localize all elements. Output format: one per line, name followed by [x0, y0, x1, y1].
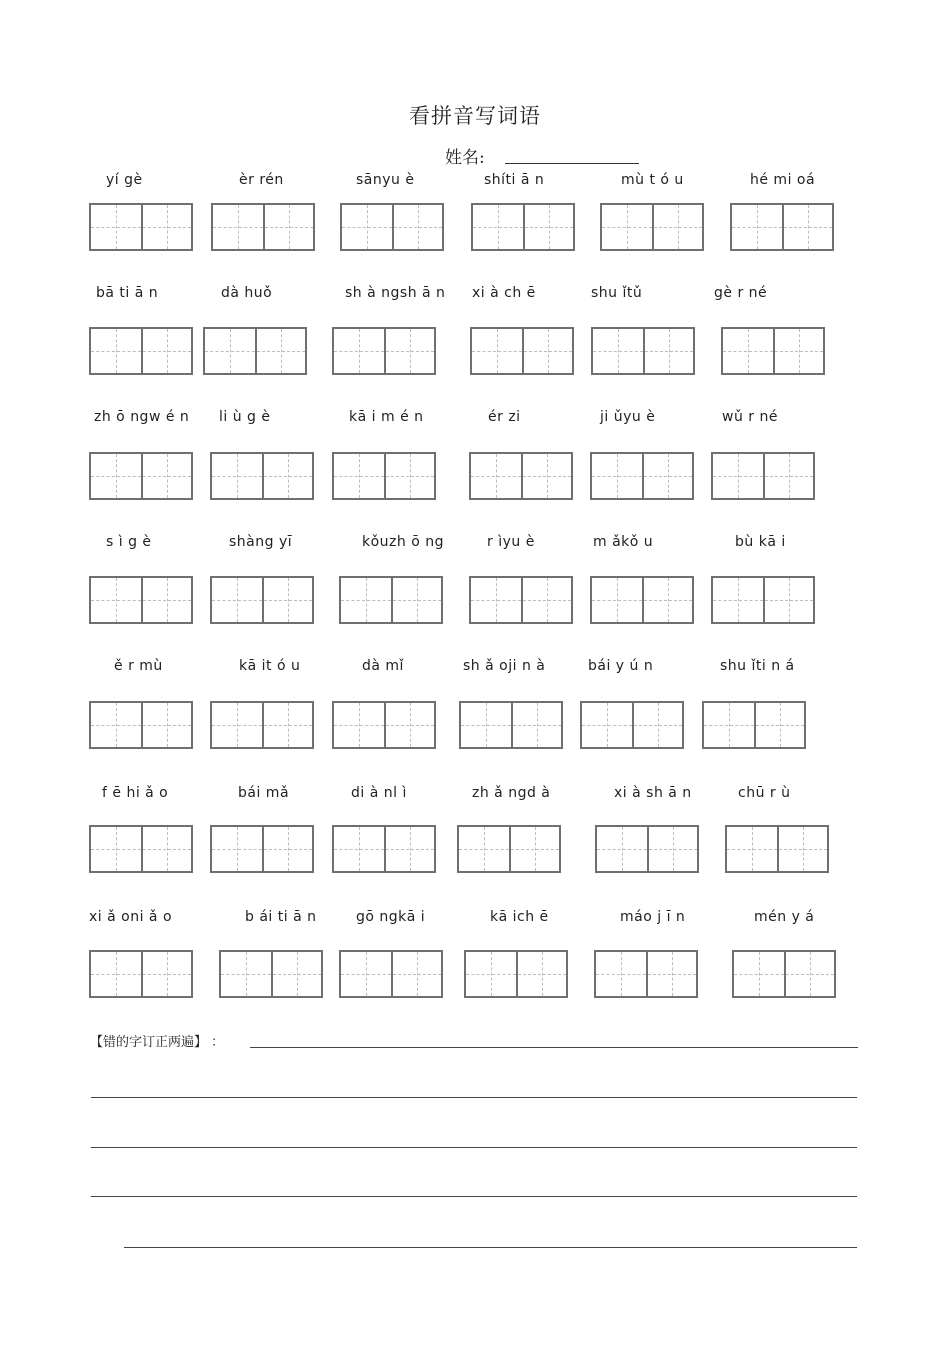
tian-zi-cell[interactable]	[262, 454, 312, 498]
tian-zi-cell[interactable]	[212, 703, 262, 747]
tian-zi-cell[interactable]	[471, 454, 521, 498]
tian-zi-cell[interactable]	[334, 703, 384, 747]
pinyin-prompt: máo j ī n	[620, 909, 686, 925]
pinyin-prompt: zh ǎ ngd à	[472, 785, 551, 801]
writing-box[interactable]	[89, 825, 193, 873]
writing-box[interactable]	[332, 452, 436, 500]
tian-zi-cell[interactable]	[141, 454, 191, 498]
writing-box[interactable]	[339, 576, 443, 624]
pinyin-prompt: ér zi	[488, 409, 521, 425]
pinyin-prompt: yí gè	[106, 172, 143, 188]
tian-zi-cell[interactable]	[754, 703, 804, 747]
tian-zi-cell[interactable]	[334, 329, 384, 373]
page-title: 看拼音写词语	[409, 104, 541, 128]
tian-zi-cell[interactable]	[212, 454, 262, 498]
pinyin-prompt: zh ō ngw é n	[94, 409, 190, 425]
tian-zi-cell[interactable]	[773, 329, 823, 373]
writing-box[interactable]	[457, 825, 561, 873]
tian-zi-cell[interactable]	[91, 952, 141, 996]
pinyin-prompt: wǔ r né	[722, 409, 778, 425]
writing-box[interactable]	[219, 950, 323, 998]
tian-zi-cell[interactable]	[384, 827, 434, 871]
writing-box[interactable]	[711, 576, 815, 624]
pinyin-prompt: r ìyu è	[487, 534, 535, 550]
tian-zi-cell[interactable]	[391, 578, 441, 622]
writing-box[interactable]	[471, 203, 575, 251]
tian-zi-cell[interactable]	[763, 454, 813, 498]
pinyin-prompt: dà mǐ	[362, 658, 404, 674]
tian-zi-cell[interactable]	[384, 329, 434, 373]
writing-box[interactable]	[89, 452, 193, 500]
writing-box[interactable]	[332, 701, 436, 749]
pinyin-prompt: m ǎkǒ u	[593, 534, 654, 550]
tian-zi-cell[interactable]	[91, 703, 141, 747]
tian-zi-cell[interactable]	[141, 329, 191, 373]
tian-zi-cell[interactable]	[713, 578, 763, 622]
tian-zi-cell[interactable]	[341, 578, 391, 622]
writing-box[interactable]	[591, 327, 695, 375]
writing-box[interactable]	[594, 950, 698, 998]
pinyin-prompt: ě r mù	[114, 658, 163, 674]
pinyin-prompt: kā ich ē	[490, 909, 549, 925]
pinyin-prompt: b ái ti ā n	[245, 909, 317, 925]
tian-zi-cell[interactable]	[732, 205, 782, 249]
writing-box[interactable]	[210, 576, 314, 624]
tian-zi-cell[interactable]	[141, 578, 191, 622]
tian-zi-cell[interactable]	[511, 703, 561, 747]
tian-zi-cell[interactable]	[391, 952, 441, 996]
tian-zi-cell[interactable]	[777, 827, 827, 871]
writing-box[interactable]	[203, 327, 307, 375]
tian-zi-cell[interactable]	[341, 952, 391, 996]
tian-zi-cell[interactable]	[342, 205, 392, 249]
pinyin-prompt: f ē hi ǎ o	[102, 785, 169, 801]
pinyin-prompt: shu ǐtǔ	[591, 285, 643, 301]
tian-zi-cell[interactable]	[141, 952, 191, 996]
tian-zi-cell[interactable]	[255, 329, 305, 373]
tian-zi-cell[interactable]	[141, 205, 191, 249]
tian-zi-cell[interactable]	[271, 952, 321, 996]
pinyin-prompt: di à nl ì	[351, 785, 407, 801]
tian-zi-cell[interactable]	[632, 703, 682, 747]
pinyin-prompt: sh à ngsh ā n	[345, 285, 446, 301]
tian-zi-cell[interactable]	[734, 952, 784, 996]
tian-zi-cell[interactable]	[509, 827, 559, 871]
tian-zi-cell[interactable]	[522, 329, 572, 373]
tian-zi-cell[interactable]	[593, 329, 643, 373]
tian-zi-cell[interactable]	[652, 205, 702, 249]
tian-zi-cell[interactable]	[91, 329, 141, 373]
writing-box[interactable]	[210, 825, 314, 873]
tian-zi-cell[interactable]	[91, 454, 141, 498]
writing-box[interactable]	[89, 701, 193, 749]
tian-zi-cell[interactable]	[643, 329, 693, 373]
tian-zi-cell[interactable]	[523, 205, 573, 249]
tian-zi-cell[interactable]	[392, 205, 442, 249]
writing-box[interactable]	[210, 701, 314, 749]
writing-box[interactable]	[725, 825, 829, 873]
tian-zi-cell[interactable]	[723, 329, 773, 373]
pinyin-prompt: xi ǎ oni ǎ o	[89, 909, 173, 925]
tian-zi-cell[interactable]	[466, 952, 516, 996]
tian-zi-cell[interactable]	[263, 205, 313, 249]
tian-zi-cell[interactable]	[727, 827, 777, 871]
writing-box[interactable]	[89, 950, 193, 998]
writing-box[interactable]	[89, 203, 193, 251]
tian-zi-cell[interactable]	[602, 205, 652, 249]
tian-zi-cell[interactable]	[647, 827, 697, 871]
writing-box[interactable]	[600, 203, 704, 251]
tian-zi-cell[interactable]	[212, 578, 262, 622]
writing-box[interactable]	[464, 950, 568, 998]
writing-box[interactable]	[339, 950, 443, 998]
tian-zi-cell[interactable]	[471, 578, 521, 622]
pinyin-prompt: xi à sh ā n	[614, 785, 692, 801]
tian-zi-cell[interactable]	[642, 578, 692, 622]
tian-zi-cell[interactable]	[704, 703, 754, 747]
pinyin-prompt: shu ǐti n á	[720, 658, 795, 674]
tian-zi-cell[interactable]	[262, 578, 312, 622]
writing-box[interactable]	[340, 203, 444, 251]
tian-zi-cell[interactable]	[262, 703, 312, 747]
correction-line[interactable]	[250, 1047, 858, 1048]
writing-box[interactable]	[732, 950, 836, 998]
correction-line[interactable]	[91, 1196, 857, 1197]
writing-box[interactable]	[459, 701, 563, 749]
tian-zi-cell[interactable]	[596, 952, 646, 996]
writing-box[interactable]	[590, 452, 694, 500]
tian-zi-cell[interactable]	[597, 827, 647, 871]
pinyin-prompt: gō ngkā i	[356, 909, 426, 925]
writing-box[interactable]	[702, 701, 806, 749]
tian-zi-cell[interactable]	[212, 827, 262, 871]
pinyin-prompt: gè r né	[714, 285, 768, 301]
pinyin-prompt: shàng yī	[229, 534, 293, 550]
writing-box[interactable]	[730, 203, 834, 251]
writing-box[interactable]	[89, 327, 193, 375]
writing-box[interactable]	[470, 327, 574, 375]
pinyin-prompt: sānyu è	[356, 172, 415, 188]
tian-zi-cell[interactable]	[516, 952, 566, 996]
tian-zi-cell[interactable]	[213, 205, 263, 249]
writing-box[interactable]	[469, 452, 573, 500]
writing-box[interactable]	[89, 576, 193, 624]
tian-zi-cell[interactable]	[221, 952, 271, 996]
tian-zi-cell[interactable]	[141, 827, 191, 871]
tian-zi-cell[interactable]	[473, 205, 523, 249]
pinyin-prompt: mén y á	[754, 909, 815, 925]
tian-zi-cell[interactable]	[646, 952, 696, 996]
pinyin-prompt: xi à ch ē	[472, 285, 536, 301]
pinyin-prompt: li ù g è	[219, 409, 271, 425]
tian-zi-cell[interactable]	[521, 578, 571, 622]
tian-zi-cell[interactable]	[521, 454, 571, 498]
tian-zi-cell[interactable]	[262, 827, 312, 871]
writing-box[interactable]	[332, 825, 436, 873]
tian-zi-cell[interactable]	[461, 703, 511, 747]
pinyin-prompt: sh ǎ oji n à	[463, 658, 546, 674]
tian-zi-cell[interactable]	[91, 827, 141, 871]
writing-box[interactable]	[711, 452, 815, 500]
name-field-line[interactable]	[505, 163, 639, 164]
writing-box[interactable]	[211, 203, 315, 251]
writing-box[interactable]	[332, 327, 436, 375]
tian-zi-cell[interactable]	[582, 703, 632, 747]
pinyin-prompt: ji ǔyu è	[600, 409, 656, 425]
correction-label: 【错的字订正两遍】 ：	[90, 1035, 225, 1050]
tian-zi-cell[interactable]	[472, 329, 522, 373]
writing-box[interactable]	[590, 576, 694, 624]
tian-zi-cell[interactable]	[384, 454, 434, 498]
pinyin-prompt: bā ti ā n	[96, 285, 159, 301]
tian-zi-cell[interactable]	[334, 827, 384, 871]
tian-zi-cell[interactable]	[384, 703, 434, 747]
tian-zi-cell[interactable]	[91, 205, 141, 249]
pinyin-prompt: èr rén	[239, 172, 284, 188]
pinyin-prompt: s ì g è	[106, 534, 152, 550]
pinyin-prompt: shíti ā n	[484, 172, 545, 188]
tian-zi-cell[interactable]	[782, 205, 832, 249]
correction-line[interactable]	[124, 1247, 857, 1248]
correction-line[interactable]	[91, 1147, 857, 1148]
writing-box[interactable]	[721, 327, 825, 375]
tian-zi-cell[interactable]	[141, 703, 191, 747]
writing-box[interactable]	[595, 825, 699, 873]
pinyin-prompt: bù kā i	[735, 534, 786, 550]
writing-box[interactable]	[469, 576, 573, 624]
tian-zi-cell[interactable]	[91, 578, 141, 622]
correction-line[interactable]	[91, 1097, 857, 1098]
tian-zi-cell[interactable]	[205, 329, 255, 373]
writing-box[interactable]	[210, 452, 314, 500]
tian-zi-cell[interactable]	[592, 454, 642, 498]
tian-zi-cell[interactable]	[642, 454, 692, 498]
pinyin-prompt: kā i m é n	[349, 409, 424, 425]
name-label: 姓名:	[445, 148, 485, 168]
pinyin-prompt: mù t ó u	[621, 172, 684, 188]
pinyin-prompt: bái mǎ	[238, 785, 290, 801]
pinyin-prompt: hé mi oá	[750, 172, 816, 188]
tian-zi-cell[interactable]	[713, 454, 763, 498]
tian-zi-cell[interactable]	[592, 578, 642, 622]
tian-zi-cell[interactable]	[763, 578, 813, 622]
tian-zi-cell[interactable]	[459, 827, 509, 871]
pinyin-prompt: bái y ú n	[588, 658, 654, 674]
pinyin-prompt: dà huǒ	[221, 285, 273, 301]
pinyin-prompt: kǒuzh ō ng	[362, 534, 444, 550]
pinyin-prompt: kā it ó u	[239, 658, 301, 674]
tian-zi-cell[interactable]	[784, 952, 834, 996]
tian-zi-cell[interactable]	[334, 454, 384, 498]
pinyin-prompt: chū r ù	[738, 785, 791, 801]
writing-box[interactable]	[580, 701, 684, 749]
